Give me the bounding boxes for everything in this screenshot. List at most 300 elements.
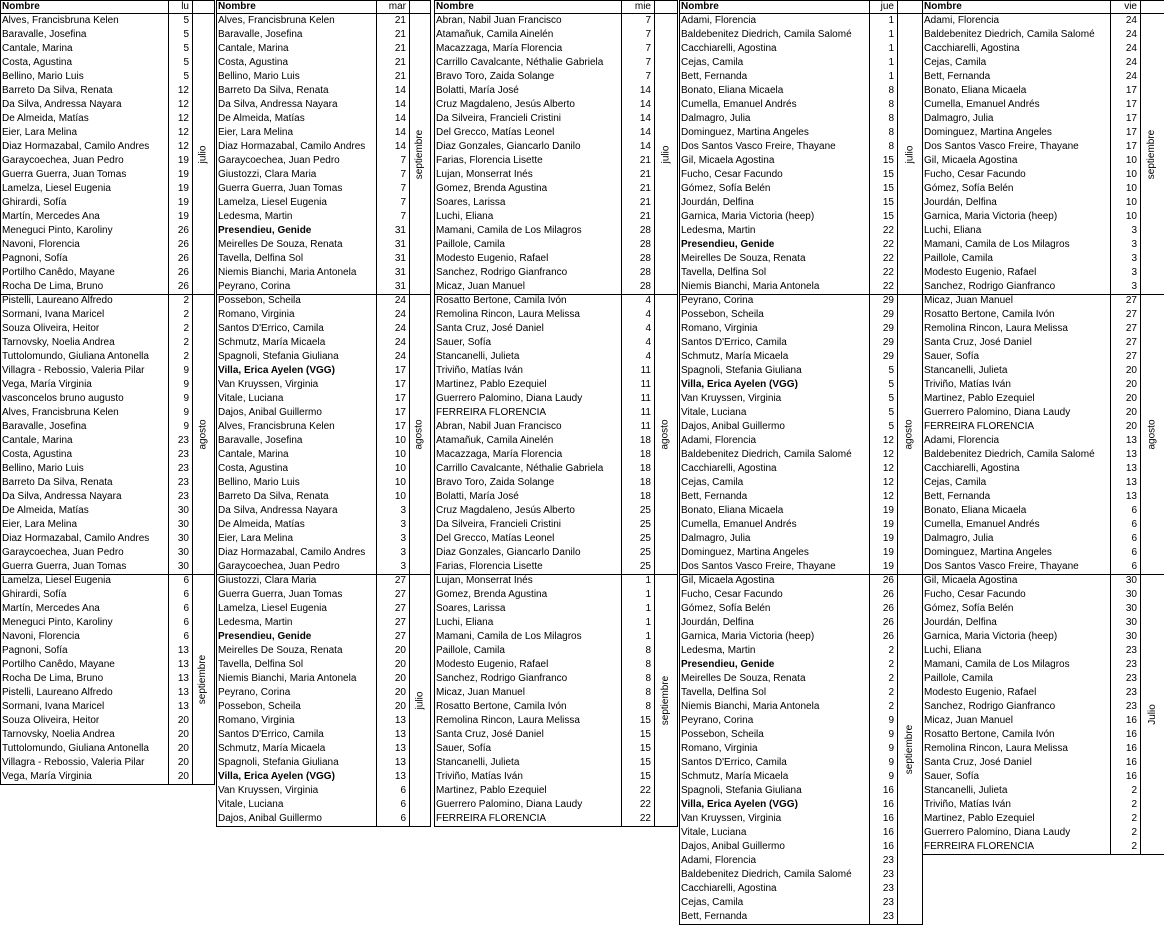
day-number: 31 bbox=[394, 225, 406, 236]
table-row bbox=[0, 616, 192, 630]
table-row bbox=[922, 238, 1140, 252]
person-name: Alves, Francisbruna Kelen bbox=[218, 421, 335, 432]
table-row bbox=[922, 378, 1140, 392]
day-number: 20 bbox=[1125, 379, 1137, 390]
day-number: 23 bbox=[177, 491, 189, 502]
table-row bbox=[679, 616, 897, 630]
day-number: 3 bbox=[1131, 239, 1137, 250]
day-number: 20 bbox=[177, 743, 189, 754]
month-text: agosto bbox=[197, 418, 209, 450]
person-name: Baravalle, Josefina bbox=[2, 421, 87, 432]
day-number: 31 bbox=[394, 253, 406, 264]
table-row bbox=[0, 322, 192, 336]
table-row bbox=[0, 112, 192, 126]
day-number: 7 bbox=[400, 211, 406, 222]
table-row bbox=[922, 560, 1140, 574]
table-row bbox=[922, 392, 1140, 406]
person-name: Soares, Larissa bbox=[436, 197, 506, 208]
day-column-header: jue bbox=[880, 1, 894, 12]
person-name: Alves, Francisbruna Kelen bbox=[2, 407, 119, 418]
table-row bbox=[679, 420, 897, 434]
day-number: 29 bbox=[882, 351, 894, 362]
day-number: 30 bbox=[1125, 589, 1137, 600]
person-name: Gil, Micaela Agostina bbox=[924, 575, 1018, 586]
day-number: 7 bbox=[645, 29, 651, 40]
day-number: 28 bbox=[639, 225, 651, 236]
day-number: 15 bbox=[639, 757, 651, 768]
month-text: septiembre bbox=[197, 654, 209, 704]
table-row bbox=[679, 854, 897, 868]
person-name: Dajos, Anibal Guillermo bbox=[218, 407, 322, 418]
table-row bbox=[679, 630, 897, 644]
month-text: julio bbox=[903, 145, 915, 163]
person-name: Sormani, Ivana Maricel bbox=[2, 309, 105, 320]
person-name: Cejas, Camila bbox=[924, 477, 987, 488]
day-number: 26 bbox=[177, 281, 189, 292]
person-name: Paillole, Camila bbox=[924, 673, 993, 684]
table-header bbox=[216, 0, 430, 14]
table-row bbox=[679, 448, 897, 462]
person-name: Da Silveira, Francieli Cristini bbox=[436, 519, 562, 530]
table-row bbox=[0, 490, 192, 504]
day-number: 2 bbox=[183, 337, 189, 348]
person-name: Paillole, Camila bbox=[924, 253, 993, 264]
person-name: Bolatti, María José bbox=[436, 491, 519, 502]
table-row bbox=[216, 448, 409, 462]
person-name: Martinez, Pablo Ezequiel bbox=[436, 379, 547, 390]
table-row bbox=[216, 812, 409, 826]
day-number: 20 bbox=[1125, 421, 1137, 432]
day-number: 5 bbox=[183, 15, 189, 26]
person-name: Cantale, Marina bbox=[2, 43, 73, 54]
day-number: 21 bbox=[394, 71, 406, 82]
table-row bbox=[922, 280, 1140, 294]
person-name: Bravo Toro, Zaida Solange bbox=[436, 71, 555, 82]
month-label bbox=[409, 574, 430, 826]
person-name: Dalmagro, Julia bbox=[681, 113, 751, 124]
day-number: 19 bbox=[882, 533, 894, 544]
person-name: Cantale, Marina bbox=[218, 449, 289, 460]
table-row bbox=[0, 532, 192, 546]
person-name: Guerrero Palomino, Diana Laudy bbox=[924, 827, 1071, 838]
day-number: 5 bbox=[183, 71, 189, 82]
day-number: 27 bbox=[1125, 323, 1137, 334]
day-column-header: vie bbox=[1124, 1, 1137, 12]
person-name: Fucho, Cesar Facundo bbox=[924, 169, 1026, 180]
day-number: 27 bbox=[1125, 309, 1137, 320]
table-row bbox=[0, 364, 192, 378]
day-number: 12 bbox=[882, 491, 894, 502]
person-name: Adami, Florencia bbox=[681, 435, 757, 446]
day-number: 1 bbox=[888, 43, 894, 54]
table-row bbox=[0, 378, 192, 392]
person-name: Rosatto Bertone, Camila Ivón bbox=[924, 729, 1055, 740]
day-number: 17 bbox=[394, 393, 406, 404]
day-number: 20 bbox=[394, 673, 406, 684]
table-row bbox=[679, 378, 897, 392]
day-number: 2 bbox=[888, 659, 894, 670]
day-column-header: mie bbox=[634, 1, 651, 12]
person-name: Dalmagro, Julia bbox=[924, 113, 994, 124]
person-name: Martín, Mercedes Ana bbox=[2, 211, 100, 222]
person-name: Stancanelli, Julieta bbox=[436, 351, 520, 362]
table-row bbox=[216, 742, 409, 756]
person-name: Bett, Fernanda bbox=[681, 71, 748, 82]
day-number: 6 bbox=[183, 575, 189, 586]
day-number: 24 bbox=[1125, 43, 1137, 54]
person-name: Martinez, Pablo Ezequiel bbox=[924, 393, 1035, 404]
day-number: 29 bbox=[882, 337, 894, 348]
table-row bbox=[679, 126, 897, 140]
day-number: 9 bbox=[888, 715, 894, 726]
table-row bbox=[216, 392, 409, 406]
day-number: 1 bbox=[645, 589, 651, 600]
person-name: Eier, Lara Melina bbox=[218, 533, 294, 544]
person-name: Sauer, Sofía bbox=[436, 743, 492, 754]
table-row bbox=[0, 210, 192, 224]
day-number: 9 bbox=[183, 421, 189, 432]
day-number: 30 bbox=[177, 533, 189, 544]
person-name: Abran, Nabil Juan Francisco bbox=[436, 421, 562, 432]
table-row bbox=[922, 490, 1140, 504]
table-row bbox=[922, 42, 1140, 56]
table-row bbox=[679, 882, 897, 896]
table-row bbox=[922, 756, 1140, 770]
day-number: 27 bbox=[394, 589, 406, 600]
person-name: Romano, Virginia bbox=[218, 715, 295, 726]
day-number: 5 bbox=[888, 421, 894, 432]
table-row bbox=[0, 70, 192, 84]
person-name: Sanchez, Rodrigo Gianfranco bbox=[436, 267, 568, 278]
day-number: 10 bbox=[394, 491, 406, 502]
day-number: 12 bbox=[177, 99, 189, 110]
day-number: 11 bbox=[640, 421, 651, 432]
day-number: 21 bbox=[639, 183, 651, 194]
day-number: 22 bbox=[639, 799, 651, 810]
day-number: 2 bbox=[888, 645, 894, 656]
day-number: 11 bbox=[640, 379, 651, 390]
table-row bbox=[216, 784, 409, 798]
day-number: 19 bbox=[882, 505, 894, 516]
person-name: Garnica, Maria Victoria (heep) bbox=[681, 211, 815, 222]
day-number: 8 bbox=[645, 701, 651, 712]
table-row bbox=[216, 616, 409, 630]
person-name: Garnica, Maria Victoria (heep) bbox=[924, 211, 1058, 222]
month-label bbox=[192, 294, 214, 574]
name-day-divider bbox=[869, 0, 870, 925]
day-number: 31 bbox=[394, 239, 406, 250]
table-row bbox=[0, 630, 192, 644]
day-group-jue bbox=[679, 0, 922, 925]
table-row bbox=[922, 350, 1140, 364]
day-number: 3 bbox=[1131, 253, 1137, 264]
person-name: Villa, Erica Ayelen (VGG) bbox=[218, 771, 335, 782]
day-number: 7 bbox=[645, 57, 651, 68]
table-row bbox=[0, 266, 192, 280]
person-name: Adami, Florencia bbox=[924, 435, 1000, 446]
day-number: 19 bbox=[882, 561, 894, 572]
person-name: Tavella, Delfina Sol bbox=[681, 267, 767, 278]
day-number: 2 bbox=[1131, 799, 1137, 810]
person-name: Tavella, Delfina Sol bbox=[218, 253, 304, 264]
day-number: 5 bbox=[888, 407, 894, 418]
day-number: 20 bbox=[1125, 393, 1137, 404]
day-number: 18 bbox=[639, 477, 651, 488]
table-row bbox=[216, 574, 409, 588]
month-label bbox=[1140, 574, 1164, 854]
person-name: Remolina Rincon, Laura Melissa bbox=[924, 743, 1068, 754]
table-row bbox=[679, 392, 897, 406]
table-row bbox=[216, 420, 409, 434]
person-name: Sauer, Sofía bbox=[924, 351, 980, 362]
person-name: Gómez, Sofía Belén bbox=[924, 183, 1014, 194]
person-name: Ghirardi, Sofía bbox=[2, 197, 67, 208]
person-name: Portilho Canêdo, Mayane bbox=[2, 267, 115, 278]
person-name: Diaz Hormazabal, Camilo Andres bbox=[2, 141, 150, 152]
day-number: 25 bbox=[639, 505, 651, 516]
day-number: 13 bbox=[177, 673, 189, 684]
day-number: 24 bbox=[394, 337, 406, 348]
day-number: 23 bbox=[882, 911, 894, 922]
person-name: Modesto Eugenio, Rafael bbox=[436, 253, 549, 264]
person-name: Mamani, Camila de Los Milagros bbox=[924, 239, 1070, 250]
person-name: Triviño, Matías Iván bbox=[436, 771, 523, 782]
day-number: 30 bbox=[177, 547, 189, 558]
day-number: 20 bbox=[177, 729, 189, 740]
day-number: 1 bbox=[645, 617, 651, 628]
month-text: septiembre bbox=[904, 724, 915, 774]
table-row bbox=[922, 294, 1140, 308]
table-row bbox=[216, 728, 409, 742]
table-row bbox=[922, 672, 1140, 686]
person-name: Luchi, Eliana bbox=[924, 225, 982, 236]
day-number: 12 bbox=[882, 449, 894, 460]
table-row bbox=[679, 70, 897, 84]
table-row bbox=[679, 728, 897, 742]
person-name: Cejas, Camila bbox=[681, 57, 744, 68]
person-name: Baravalle, Josefina bbox=[218, 29, 303, 40]
person-name: Villagra - Rebossio, Valeria Pilar bbox=[2, 365, 145, 376]
day-number: 4 bbox=[645, 295, 651, 306]
table-row bbox=[679, 434, 897, 448]
person-name: Niemis Bianchi, Maria Antonela bbox=[218, 673, 357, 684]
table-row bbox=[0, 420, 192, 434]
day-number: 31 bbox=[394, 281, 406, 292]
table-row bbox=[216, 154, 409, 168]
table-row bbox=[0, 182, 192, 196]
day-number: 19 bbox=[177, 211, 189, 222]
table-row bbox=[216, 294, 409, 308]
day-number: 20 bbox=[177, 757, 189, 768]
person-name: Gil, Micaela Agostina bbox=[681, 575, 775, 586]
person-name: Santa Cruz, José Daniel bbox=[436, 323, 544, 334]
table-row bbox=[216, 798, 409, 812]
day-number: 11 bbox=[640, 365, 651, 376]
day-number: 27 bbox=[1125, 351, 1137, 362]
person-name: Baravalle, Josefina bbox=[218, 435, 303, 446]
person-name: Tavella, Delfina Sol bbox=[681, 687, 767, 698]
person-name: Vitale, Luciana bbox=[681, 407, 747, 418]
person-name: Presendieu, Genide bbox=[681, 659, 775, 670]
table-row bbox=[216, 490, 409, 504]
person-name: FERREIRA FLORENCIA bbox=[436, 407, 547, 418]
person-name: Cejas, Camila bbox=[681, 897, 744, 908]
person-name: FERREIRA FLORENCIA bbox=[924, 841, 1035, 852]
person-name: Mamani, Camila de Los Milagros bbox=[924, 659, 1070, 670]
person-name: Giustozzi, Clara Maria bbox=[218, 169, 317, 180]
person-name: Cejas, Camila bbox=[924, 57, 987, 68]
person-name: Villa, Erica Ayelen (VGG) bbox=[218, 365, 335, 376]
person-name: Gomez, Brenda Agustina bbox=[436, 589, 548, 600]
table-row bbox=[216, 196, 409, 210]
day-number: 14 bbox=[394, 85, 406, 96]
day-number: 5 bbox=[183, 57, 189, 68]
table-row bbox=[216, 700, 409, 714]
top-border bbox=[434, 0, 677, 1]
person-name: De Almeida, Matías bbox=[218, 113, 305, 124]
day-number: 6 bbox=[1131, 505, 1137, 516]
month-text: julio bbox=[197, 145, 209, 163]
day-number: 9 bbox=[183, 393, 189, 404]
table-row bbox=[679, 826, 897, 840]
day-number: 22 bbox=[882, 225, 894, 236]
table-row bbox=[0, 336, 192, 350]
day-number: 19 bbox=[177, 155, 189, 166]
day-number: 7 bbox=[645, 43, 651, 54]
table-header bbox=[434, 0, 677, 14]
table-row bbox=[679, 154, 897, 168]
person-name: Bonato, Eliana Micaela bbox=[681, 85, 784, 96]
name-column-header: Nombre bbox=[924, 1, 962, 12]
day-number: 14 bbox=[639, 127, 651, 138]
day-number: 21 bbox=[639, 211, 651, 222]
table-row bbox=[922, 728, 1140, 742]
day-number: 3 bbox=[400, 505, 406, 516]
table-row bbox=[0, 462, 192, 476]
day-number: 15 bbox=[639, 743, 651, 754]
day-number: 23 bbox=[177, 435, 189, 446]
person-name: Vitale, Luciana bbox=[681, 827, 747, 838]
name-day-divider bbox=[1110, 0, 1111, 855]
day-number: 8 bbox=[888, 99, 894, 110]
person-name: Sauer, Sofía bbox=[436, 337, 492, 348]
person-name: Sormani, Ivana Maricel bbox=[2, 701, 105, 712]
person-name: Jourdán, Delfina bbox=[681, 197, 754, 208]
day-number: 10 bbox=[394, 449, 406, 460]
day-number: 15 bbox=[882, 155, 894, 166]
table-row bbox=[216, 602, 409, 616]
day-number: 7 bbox=[400, 155, 406, 166]
person-name: Tarnovsky, Noelia Andrea bbox=[2, 337, 115, 348]
table-row bbox=[679, 336, 897, 350]
person-name: Cacchiarelli, Agostina bbox=[681, 463, 777, 474]
person-name: Dalmagro, Julia bbox=[681, 533, 751, 544]
table-row bbox=[679, 112, 897, 126]
person-name: Fucho, Cesar Facundo bbox=[681, 169, 783, 180]
day-number: 17 bbox=[1125, 141, 1137, 152]
person-name: Micaz, Juan Manuel bbox=[436, 281, 525, 292]
day-number: 22 bbox=[882, 281, 894, 292]
person-name: Martinez, Pablo Ezequiel bbox=[436, 785, 547, 796]
month-text: agosto bbox=[414, 418, 425, 450]
day-number: 6 bbox=[1131, 561, 1137, 572]
day-number: 5 bbox=[888, 365, 894, 376]
table-row bbox=[216, 98, 409, 112]
person-name: Cumella, Emanuel Andrés bbox=[681, 519, 797, 530]
table-row bbox=[216, 224, 409, 238]
day-number: 22 bbox=[639, 785, 651, 796]
person-name: Dos Santos Vasco Freire, Thayane bbox=[924, 141, 1079, 152]
table-row bbox=[0, 280, 192, 294]
table-row bbox=[922, 476, 1140, 490]
person-name: Paillole, Camila bbox=[436, 239, 505, 250]
day-number: 21 bbox=[394, 15, 406, 26]
day-number: 24 bbox=[394, 295, 406, 306]
table-row bbox=[679, 168, 897, 182]
table-row bbox=[216, 518, 409, 532]
day-number: 10 bbox=[394, 463, 406, 474]
person-name: Van Kruyssen, Virginia bbox=[218, 379, 319, 390]
day-number: 5 bbox=[888, 393, 894, 404]
day-number: 14 bbox=[394, 99, 406, 110]
day-number: 7 bbox=[400, 197, 406, 208]
day-number: 13 bbox=[1125, 491, 1137, 502]
person-name: Adami, Florencia bbox=[681, 855, 757, 866]
day-number: 13 bbox=[177, 645, 189, 656]
person-name: Tuttolomundo, Giuliana Antonella bbox=[2, 743, 149, 754]
table-row bbox=[679, 532, 897, 546]
table-row bbox=[216, 770, 409, 784]
day-number: 28 bbox=[639, 239, 651, 250]
person-name: Gómez, Sofía Belén bbox=[681, 603, 771, 614]
day-number: 22 bbox=[882, 239, 894, 250]
person-name: Dominguez, Martina Angeles bbox=[924, 127, 1052, 138]
table-row bbox=[679, 98, 897, 112]
day-number: 13 bbox=[1125, 477, 1137, 488]
person-name: Presendieu, Genide bbox=[218, 631, 312, 642]
day-number: 10 bbox=[1125, 155, 1137, 166]
day-number: 30 bbox=[1125, 575, 1137, 586]
person-name: Alves, Francisbruna Kelen bbox=[2, 15, 119, 26]
day-number: 12 bbox=[177, 113, 189, 124]
day-number: 17 bbox=[394, 421, 406, 432]
day-number: 12 bbox=[882, 463, 894, 474]
day-number: 8 bbox=[888, 113, 894, 124]
person-name: Del Grecco, Matías Leonel bbox=[436, 127, 555, 138]
table-row bbox=[216, 350, 409, 364]
table-row bbox=[679, 42, 897, 56]
table-row bbox=[0, 574, 192, 588]
day-number: 9 bbox=[888, 757, 894, 768]
person-name: Cruz Magdaleno, Jesús Alberto bbox=[436, 99, 575, 110]
day-number: 21 bbox=[394, 43, 406, 54]
day-number: 24 bbox=[394, 309, 406, 320]
person-name: Peyrano, Corina bbox=[218, 687, 291, 698]
day-number: 26 bbox=[177, 253, 189, 264]
day-number: 1 bbox=[645, 603, 651, 614]
table-row bbox=[679, 588, 897, 602]
person-name: Da Silva, Andressa Nayara bbox=[2, 99, 122, 110]
table-row bbox=[0, 658, 192, 672]
top-border bbox=[922, 0, 1164, 1]
table-row bbox=[679, 350, 897, 364]
table-row bbox=[922, 336, 1140, 350]
table-row bbox=[0, 588, 192, 602]
day-number: 26 bbox=[882, 631, 894, 642]
day-number: 6 bbox=[1131, 547, 1137, 558]
table-row bbox=[216, 672, 409, 686]
person-name: Dos Santos Vasco Freire, Thayane bbox=[681, 141, 836, 152]
